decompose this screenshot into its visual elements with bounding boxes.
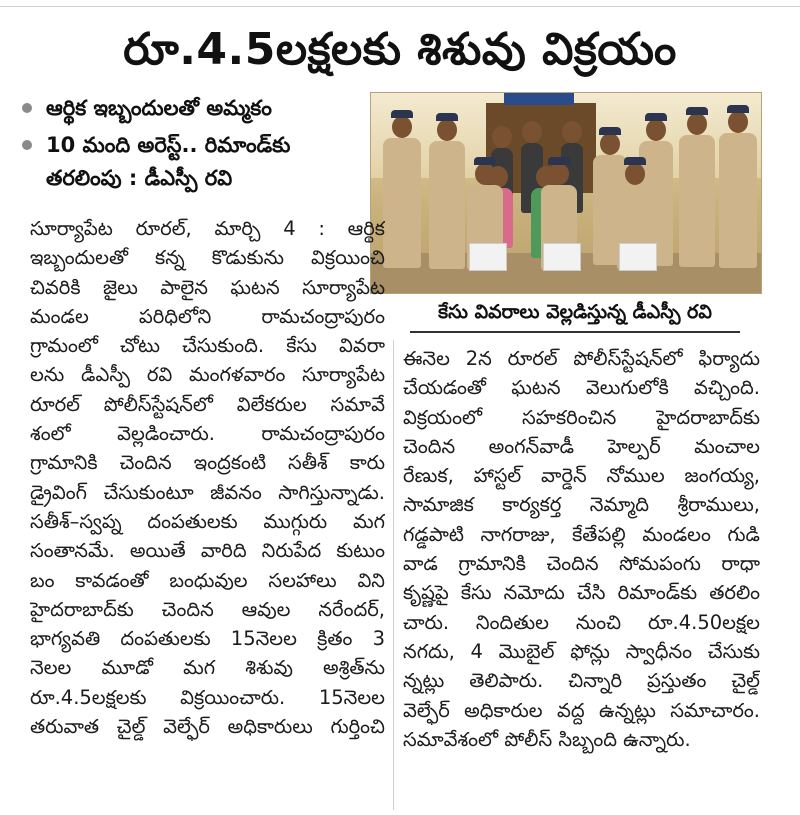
photo-figure	[429, 141, 465, 269]
body-line: గ్రామానికి చెందిన ఇంద్రకంటి సతీశ్ కారు	[30, 451, 385, 475]
body-line: ఈనెల 2న రూరల్ పోలీస్‌స్టేషన్‌లో ఫిర్యాదు	[403, 347, 760, 370]
body-line: సూర్యాపేట రూరల్, మార్చి 4 : ఆర్థిక	[30, 217, 385, 240]
body-line: న్నట్లు తెలిపారు. చిన్నారి ప్రస్తుతం చైల్డ్	[403, 669, 760, 693]
body-line: చివరికి జైలు పాలైన ఘటన సూర్యాపేట	[30, 275, 385, 299]
body-line: డ్రైవింగ్ చేసుకుంటూ జీవనం సాగిస్తున్నాడు.	[30, 480, 385, 504]
body-line: చేయడంతో ఘటన వెలుగులోకి వచ్చింది.	[403, 376, 760, 400]
page-top-rule	[0, 0, 800, 7]
body-line: చారు. నిందితుల నుంచి రూ.4.50లక్షల	[403, 610, 760, 634]
body-line: సమావేశంలో పోలీస్ సిబ్బంది ఉన్నారు.	[403, 727, 691, 751]
body-line: రూ.4.5లక్షలకు విక్రయించారు. 15నెలల	[30, 685, 385, 709]
subhead-line: తరలింపు : డీఎస్పీ రవి	[46, 166, 233, 190]
body-line: లను డీఎస్పీ రవి మంగళవారం సూర్యాపేట	[30, 363, 385, 387]
subhead-1	[22, 92, 367, 125]
article-right-column	[403, 344, 760, 754]
headline: రూ.4.5లక్షలకు శిశువు విక్రయం	[123, 24, 677, 75]
body-line: నెలల మూడో మగ శిశువు అశ్రిత్‌ను	[30, 656, 385, 680]
body-line: గ్రామంలో చోటు చేసుకుంది. కేసు వివరా	[30, 334, 385, 358]
body-line: కృష్ణపై కేసు నమోదు చేసి రిమాండ్‌కు తరలిం	[403, 581, 760, 605]
subheads	[22, 92, 367, 199]
column-divider	[393, 340, 394, 810]
photo-caption: కేసు వివరాలు వెల్లడిస్తున్న డీఎస్పీ రవి	[410, 297, 740, 333]
body-line: ఇబ్బందులతో కన్న కొడుకును విక్రయించి	[30, 246, 385, 270]
body-line: రూరల్ పోలీస్‌స్టేషన్‌లో విలేకరుల సమావే	[30, 392, 385, 416]
body-line: సంతానమే. అయితే వారిది నిరుపేద కుటుం	[30, 539, 385, 563]
body-line: సామాజిక కార్యకర్త నెమ్మాది శ్రీరాములు,	[403, 493, 760, 517]
photo-figure	[383, 138, 421, 268]
body-line: తరువాత చైల్డ్ వెల్ఫేర్ అధికారులు గుర్తించి	[30, 715, 385, 739]
body-line: శంలో వెల్లడించారు. రామచంద్రాపురం	[30, 422, 385, 446]
body-line: మండల పరిధిలోని రామచంద్రాపురం	[30, 304, 385, 328]
body-line: హైదరాబాద్‌కు చెందిన ఆవుల నరేందర్,	[30, 597, 385, 621]
body-line: వెల్ఫేర్ అధికారుల వద్ద ఉన్నట్లు సమాచారం.	[403, 698, 760, 722]
body-line: రేణుక, హాస్టల్ వార్డెన్ నోముల జంగయ్య,	[403, 464, 760, 488]
subhead-line: ఆర్థిక ఇబ్బందులతో అమ్మకం	[46, 96, 272, 120]
body-line: వాడ గ్రామానికి చెందిన సోమపంగు రాధా	[403, 552, 760, 576]
photo-figure	[679, 135, 715, 267]
body-line: గడ్డపాటి నాగరాజు, కేతేపల్లి మండలం గుడి	[403, 522, 760, 546]
body-line: నగదు, 4 మొబైల్ ఫోన్లు స్వాధీనం చేసుకు	[403, 639, 760, 663]
photo-figure	[719, 133, 757, 268]
bullet-dot-icon	[22, 103, 32, 113]
bullet-dot-icon	[22, 140, 32, 150]
body-line: బం కావడంతో బంధువుల సలహాలు విని	[30, 568, 385, 592]
subhead-line: 10 మంది అరెస్ట్.. రిమాండ్‌కు	[46, 133, 291, 157]
body-line: చెందిన అంగన్‌వాడీ హెల్పర్ మంచాల	[403, 434, 760, 458]
body-line: సతీశ్–స్వప్న దంపతులకు ముగ్గురు మగ	[30, 509, 385, 533]
news-photo	[370, 92, 762, 294]
body-line: భాగ్యవతి దంపతులకు 15నెలల క్రితం 3	[30, 627, 385, 651]
subhead-2	[22, 129, 367, 195]
body-line: విక్రయంలో సహకరించిన హైదరాబాద్‌కు	[403, 405, 760, 429]
article-left-column	[30, 214, 385, 741]
